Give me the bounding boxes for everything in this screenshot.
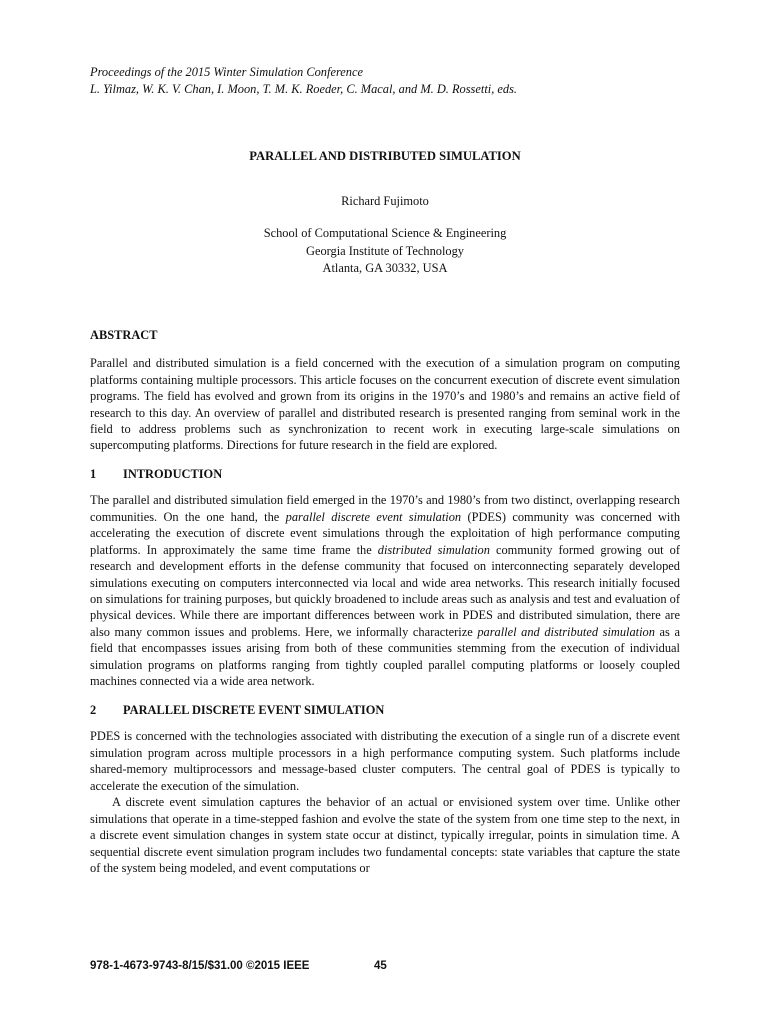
abstract-heading: ABSTRACT — [90, 327, 158, 342]
section-2-paragraph-2: A discrete event simulation captures the behavior of an actual or envisioned system over time. Unlike other simulations that operate in a time-stepped fashion and evolve the state of the system from one time step to the next, in a discrete event simulation changes in system state occur at distinct, typically irregular, points in simulation time. A sequential discrete event simulation program includes two fundamental concepts: state variables that capture the state of the system being modeled, and event computations or — [90, 795, 680, 875]
author-name: Richard Fujimoto — [341, 193, 429, 208]
section-number: 2 — [90, 702, 97, 717]
abstract-text: Parallel and distributed simulation is a field concerned with the execution of a simulation program on computing platforms containing multiple processors. This article focuses on the concurrent execution of discrete event simulation programs. The field has evolved and grown from its origins in the 1970’s and 1980’s and remains an active field of research to this day. An overview of parallel and distributed research is presented ranging from seminal work in the field to address problems such as synchronization to recent work in executing large-scale simulations on supercomputing platforms. Directions for future research in the field are explored. — [90, 356, 680, 453]
emphasis-distributed: distributed simulation — [377, 542, 490, 557]
text-run: community formed growing out of research and development efforts in the defense community that focused on interconnecting separately developed simulations executing on computers interconnected via local and wide area networks. This research initially focused on simulations for training purposes, but quickly broadened to include areas such as analysis and test and evaluation of physical devices. While there are important differences between work in PDES and distributed simulation, there are also many common issues and problems. Here, we informally characterize — [90, 542, 680, 639]
editors-line: L. Yilmaz, W. K. V. Chan, I. Moon, T. M. K. Roeder, C. Macal, and M. D. Rossetti, eds. — [90, 81, 518, 96]
paper-page — [90, 64, 680, 876]
section-1-heading — [90, 466, 680, 483]
paper-title: PARALLEL AND DISTRIBUTED SIMULATION — [249, 149, 521, 163]
proceedings-header — [90, 64, 680, 97]
page-number: 45 — [374, 960, 387, 972]
proceedings-line: Proceedings of the 2015 Winter Simulation Conference — [90, 65, 364, 79]
section-2-heading — [90, 702, 680, 719]
emphasis-pdes: parallel discrete event simulation — [285, 509, 462, 524]
section-title: INTRODUCTION — [123, 466, 223, 481]
affiliation-institute: Georgia Institute of Technology — [306, 243, 464, 258]
affiliation-address: Atlanta, GA 30332, USA — [322, 261, 448, 276]
text-run: (PDES) community was concerned with accelerating the execution of discrete event simulations through the exploitation of high performance computing platforms. In approximately the same time frame the — [90, 509, 681, 557]
author-affiliation — [90, 225, 680, 278]
emphasis-parallel-distributed: parallel and distributed simulation — [477, 624, 655, 639]
affiliation-school: School of Computational Science & Engineering — [263, 226, 507, 241]
section-2-paragraph-1: PDES is concerned with the technologies associated with distributing the execution of a single run of a discrete event simulation program across multiple processors in a high performance computing system. Such platforms include shared-memory multiprocessors and message-based cluster computers. The central goal of PDES is typically to accelerate the execution of the simulation. — [90, 729, 680, 793]
footer-isbn: 978-1-4673-9743-8/15/$31.00 ©2015 IEEE — [90, 960, 310, 972]
section-1-paragraph — [90, 492, 680, 689]
text-run: as a field that encompasses issues arising from both of these communities stemming from the execution of individual simulation programs on platforms ranging from tightly coupled parallel computing platforms or loosely coupled machines connected via a wide area network. — [90, 624, 680, 689]
section-number: 1 — [90, 466, 97, 481]
section-title: PARALLEL DISCRETE EVENT SIMULATION — [123, 702, 385, 717]
text-run: The parallel and distributed simulation field emerged in the 1970’s and 1980’s from two distinct, overlapping research communities. On the one hand, the — [90, 493, 680, 524]
